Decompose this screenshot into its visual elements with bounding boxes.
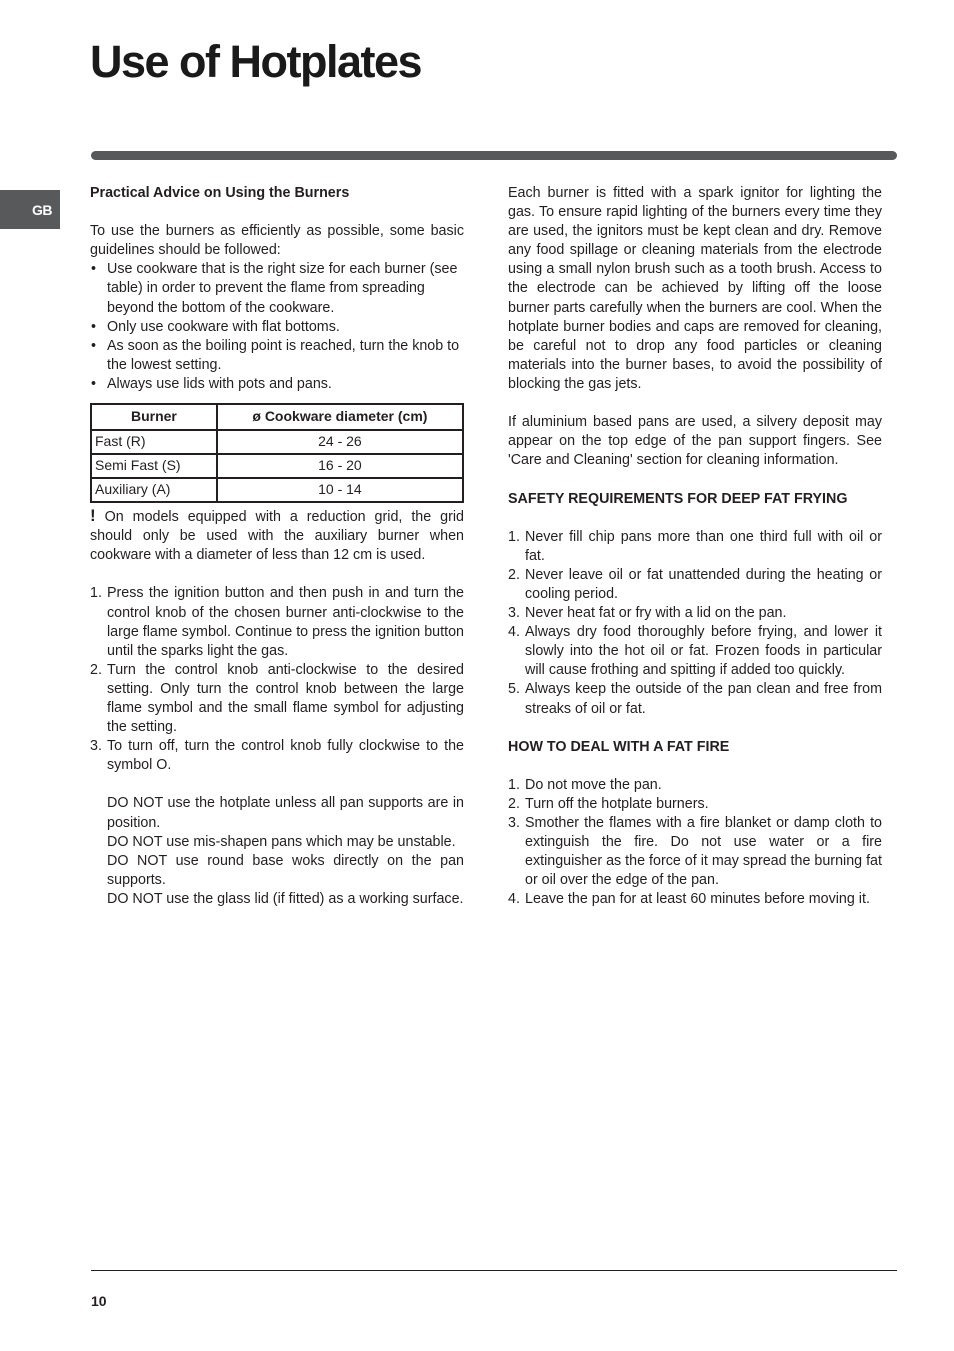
step-number: 4. [508,891,520,908]
ignitor-paragraph: Each burner is fitted with a spark ignitor for lighting the gas. To ensure rapid lighting of the burners every time they are used, the ignitors must be kept clean and dry. Remove any food spillage or cleaning materials from the electrode using a small nylon brush such as a tooth brush. Access to the electrode can be achieved by lifting off the loose burner parts carefully when the burners are cool. When the hotplate burner bodies and caps are removed for cleaning, be careful not to drop any food particles or cleaning materials into the burner bases, to avoid the possibility of blocking the gas jets. [508,185,882,392]
table-cell-diameter: 10 - 14 [217,478,463,502]
list-item [90,661,464,737]
language-tab: GB [0,190,60,229]
section-heading-fat-fire: HOW TO DEAL WITH A FAT FIRE [508,738,730,755]
list-item [90,737,464,775]
table-row [91,478,463,502]
step-text: Always dry food thoroughly before frying, and lower it slowly into the hot oil or fat. Frozen foods in particular will cause frothing and spitting if added too quickly. [525,624,882,679]
do-not-item: DO NOT use the glass lid (if fitted) as a working surface. [107,890,464,907]
step-text: Turn the control knob anti-clockwise to the desired setting. Only turn the control knob between the large flame symbol and the small flame symbol for adjusting the setting. [107,661,464,736]
step-number: 2. [508,796,520,812]
step-number: 1. [90,585,102,602]
warning-text: On models equipped with a reduction grid, the grid should only be used with the auxiliary burner when cookware with a diameter of less than 12 cm is used. [90,509,464,564]
step-text: Never heat fat or fry with a lid on the pan. [525,605,787,622]
list-item [508,528,882,566]
step-number: 3. [508,815,520,832]
step-text: Press the ignition button and then push in and turn the control knob of the chosen burner anti-clockwise to the large flame symbol. Continue to press the ignition button until the sparks light the gas. [107,585,464,659]
do-not-list [90,794,464,909]
step-number: 5. [508,681,520,698]
list-item [508,604,882,623]
list-item: • Use cookware that is the right size for each burner (see table) in order to prevent the flame from spreading beyond the bottom of the cookware. [90,260,464,317]
step-text: Leave the pan for at least 60 minutes before moving it. [525,891,870,908]
fat-fire-steps [508,776,882,910]
step-text: Turn off the hotplate burners. [525,796,709,812]
table-cell-burner: Semi Fast (S) [91,454,217,478]
list-item [90,584,464,660]
table-header-diameter: ø Cookware diameter (cm) [217,404,463,430]
aluminium-paragraph: If aluminium based pans are used, a silvery deposit may appear on the top edge of the pan support fingers. See 'Care and Cleaning' section for cleaning information. [508,414,882,469]
step-number: 1. [508,528,520,545]
intro-paragraph: To use the burners as efficiently as possible, some basic guidelines should be followed: [90,223,464,259]
step-text: Smother the flames with a fire blanket or damp cloth to extinguish the fire. Do not use water or a fire extinguisher as the force of it may spread the burning fat or oil over the edge of the pan. [525,815,882,889]
table-row [91,430,463,454]
list-item: • Only use cookware with flat bottoms. [90,318,464,337]
list-item [508,623,882,680]
ignition-steps [90,584,464,775]
list-item [508,776,882,795]
list-item [508,680,882,718]
step-text: Always keep the outside of the pan clean and free from streaks of oil or fat. [525,681,882,717]
page-title: Use of Hotplates [90,36,422,87]
step-number: 2. [90,661,102,678]
list-item [508,890,882,909]
left-column [90,184,464,909]
guidelines-list [90,260,464,394]
step-number: 3. [90,738,102,755]
burner-size-table [90,403,464,503]
warning-icon: ! [90,506,96,526]
table-cell-diameter: 24 - 26 [217,430,463,454]
do-not-item: DO NOT use mis-shapen pans which may be unstable. [107,833,456,850]
title-divider [91,151,897,160]
table-cell-diameter: 16 - 20 [217,454,463,478]
step-number: 2. [508,566,520,583]
list-item [508,566,882,604]
step-text: Never leave oil or fat unattended during the heating or cooling period. [525,566,882,602]
deep-fat-steps [508,528,882,719]
list-item [508,795,882,814]
list-item: • As soon as the boiling point is reached, turn the knob to the lowest setting. [90,337,464,375]
do-not-item: DO NOT use the hotplate unless all pan supports are in position. [107,795,464,831]
section-heading-deep-fat: SAFETY REQUIREMENTS FOR DEEP FAT FRYING [508,490,848,507]
step-number: 1. [508,776,520,793]
step-text: Do not move the pan. [525,776,662,793]
table-header-burner: Burner [91,404,217,430]
table-header-row [91,404,463,430]
table-cell-burner: Auxiliary (A) [91,478,217,502]
right-column [508,184,882,910]
table-row [91,454,463,478]
page-number: 10 [91,1293,107,1309]
footer-divider [91,1270,897,1271]
step-number: 3. [508,605,520,622]
step-text: Never fill chip pans more than one third full with oil or fat. [525,528,882,564]
step-number: 4. [508,624,520,641]
list-item: • Always use lids with pots and pans. [90,375,464,394]
reduction-grid-warning [90,506,464,565]
do-not-item: DO NOT use round base woks directly on the pan supports. [107,852,464,888]
section-heading-burners: Practical Advice on Using the Burners [90,185,350,201]
list-item [508,814,882,890]
step-text: To turn off, turn the control knob fully clockwise to the symbol O. [107,738,464,774]
table-cell-burner: Fast (R) [91,430,217,454]
